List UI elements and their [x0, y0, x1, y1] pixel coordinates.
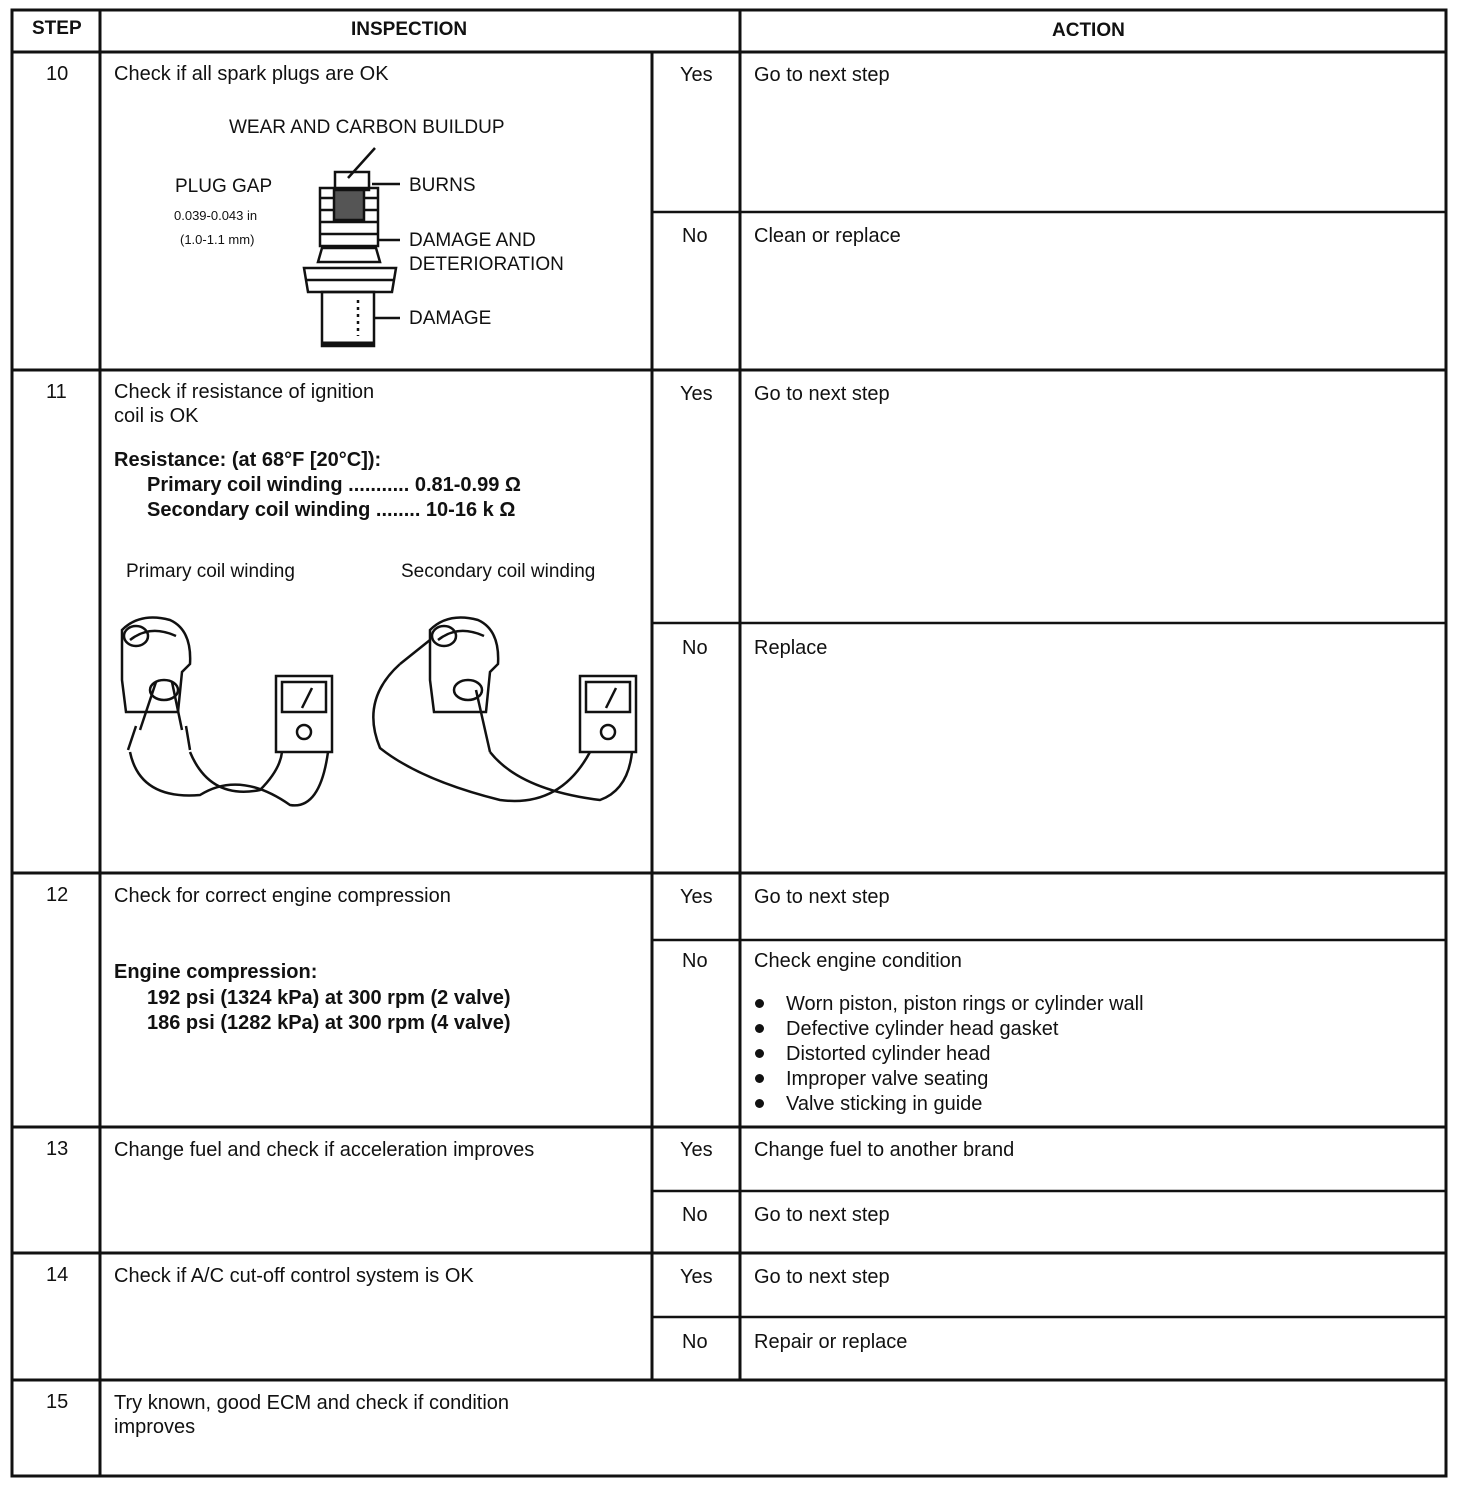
- yes-action: Go to next step: [754, 64, 890, 86]
- list-item: Defective cylinder head gasket: [786, 1018, 1059, 1040]
- spec-line: Primary coil winding ........... 0.81-0.99 Ω: [147, 474, 521, 496]
- figure-label: Secondary coil winding: [401, 561, 596, 582]
- no-label: No: [682, 225, 708, 247]
- yes-action: Go to next step: [754, 1266, 890, 1288]
- no-label: No: [682, 637, 708, 659]
- no-label: No: [682, 950, 708, 972]
- inspection-text: improves: [114, 1416, 196, 1438]
- yes-action: Go to next step: [754, 886, 890, 908]
- spec-line: 186 psi (1282 kPa) at 300 rpm (4 valve): [147, 1012, 511, 1034]
- no-action: Repair or replace: [754, 1331, 908, 1353]
- step-number: 14: [46, 1264, 69, 1286]
- list-item: Worn piston, piston rings or cylinder wall: [786, 993, 1144, 1015]
- figure-label: BURNS: [409, 175, 476, 196]
- step-number: 15: [46, 1391, 69, 1413]
- inspection-text: Try known, good ECM and check if condition: [114, 1392, 510, 1414]
- figure-label: 0.039-0.043 in: [174, 208, 258, 223]
- figure-label: Primary coil winding: [126, 561, 295, 582]
- spec-line: Secondary coil winding ........ 10-16 k Ω: [147, 499, 516, 521]
- list-item: Valve sticking in guide: [786, 1093, 983, 1115]
- header-action: ACTION: [1052, 20, 1125, 41]
- figure-label: WEAR AND CARBON BUILDUP: [229, 117, 505, 138]
- inspection-text: Check for correct engine compression: [114, 885, 451, 907]
- figure-label: PLUG GAP: [175, 176, 273, 197]
- yes-action: Go to next step: [754, 383, 890, 405]
- yes-label: Yes: [680, 383, 713, 405]
- bullet-icon: [755, 1099, 764, 1108]
- step-number: 11: [46, 381, 67, 403]
- no-action: Go to next step: [754, 1204, 890, 1226]
- figure-label: (1.0-1.1 mm): [180, 232, 255, 247]
- header-step: STEP: [32, 18, 82, 39]
- spec-title: Engine compression:: [114, 961, 318, 983]
- figure-label: DAMAGE: [409, 308, 492, 329]
- no-action: Replace: [754, 637, 828, 659]
- step-number: 12: [46, 884, 69, 906]
- no-action: Check engine condition: [754, 950, 962, 972]
- bullet-icon: [755, 1049, 764, 1058]
- spec-title: Resistance: (at 68°F [20°C]):: [114, 449, 382, 471]
- no-label: No: [682, 1204, 708, 1226]
- list-item: Improper valve seating: [786, 1068, 989, 1090]
- spec-line: 192 psi (1324 kPa) at 300 rpm (2 valve): [147, 987, 511, 1009]
- bullet-icon: [755, 999, 764, 1008]
- yes-action: Change fuel to another brand: [754, 1139, 1015, 1161]
- header-inspection: INSPECTION: [351, 19, 468, 40]
- yes-label: Yes: [680, 64, 713, 86]
- bullet-icon: [755, 1074, 764, 1083]
- inspection-text: coil is OK: [114, 405, 199, 427]
- yes-label: Yes: [680, 886, 713, 908]
- inspection-text: Check if A/C cut-off control system is OK: [114, 1265, 474, 1287]
- yes-label: Yes: [680, 1266, 713, 1288]
- list-item: Distorted cylinder head: [786, 1043, 991, 1065]
- figure-label: DETERIORATION: [409, 254, 564, 275]
- no-label: No: [682, 1331, 708, 1353]
- no-action: Clean or replace: [754, 225, 901, 247]
- figure-label: DAMAGE AND: [409, 230, 536, 251]
- step-number: 13: [46, 1138, 69, 1160]
- step-number: 10: [46, 63, 69, 85]
- inspection-text: Check if all spark plugs are OK: [114, 63, 389, 85]
- inspection-text: Check if resistance of ignition: [114, 381, 375, 403]
- bullet-icon: [755, 1024, 764, 1033]
- inspection-text: Change fuel and check if acceleration improves: [114, 1139, 535, 1161]
- yes-label: Yes: [680, 1139, 713, 1161]
